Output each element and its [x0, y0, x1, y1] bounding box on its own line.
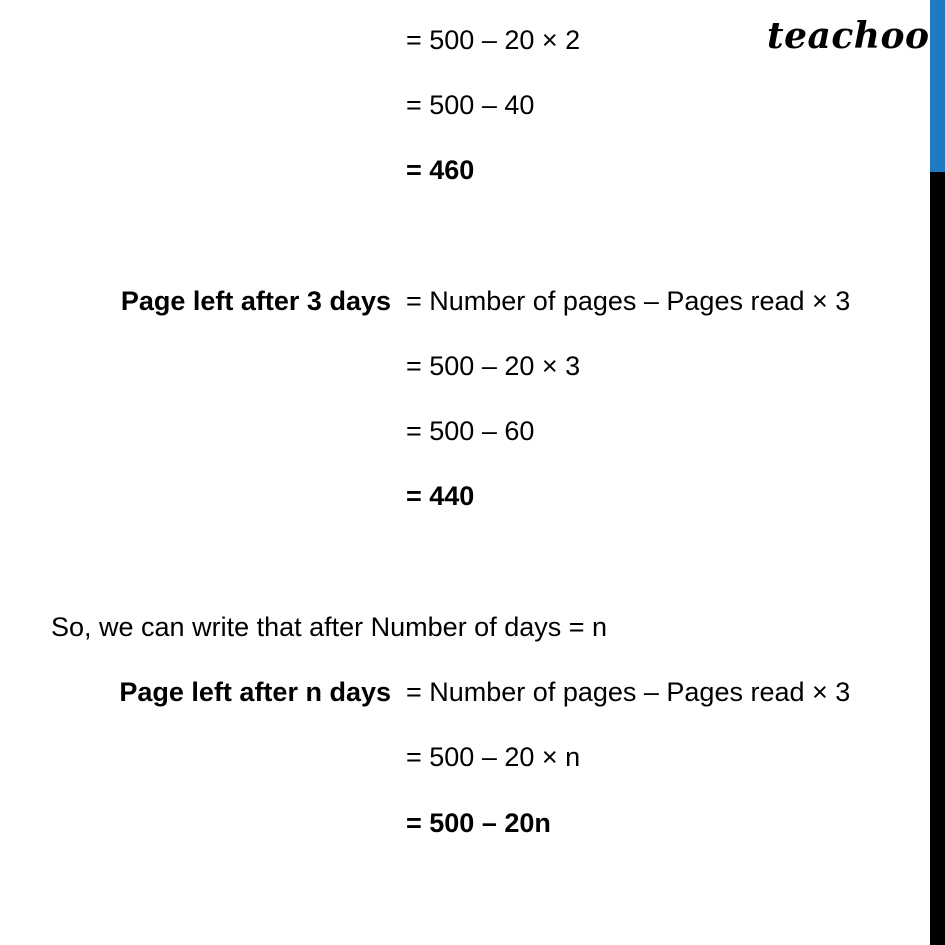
day3-result: = 440 — [406, 481, 475, 511]
day3-step-2: = 500 – 20 × 3 — [406, 351, 581, 381]
day3-step-3: = 500 – 60 — [406, 416, 535, 446]
day2-step-2: = 500 – 40 — [406, 90, 535, 120]
dayn-step-1: = Number of pages – Pages read × 3 — [406, 677, 851, 707]
day2-result: = 460 — [406, 155, 475, 185]
dayn-label: Page left after n days — [119, 677, 391, 707]
day3-label: Page left after 3 days — [120, 286, 391, 316]
dayn-step-2: = 500 – 20 × n — [406, 742, 581, 772]
dayn-result: = 500 – 20n — [406, 808, 551, 838]
day2-step-1: = 500 – 20 × 2 — [406, 25, 581, 55]
side-scroll-thumb[interactable] — [930, 0, 945, 172]
day3-step-1: = Number of pages – Pages read × 3 — [406, 286, 851, 316]
general-intro: So, we can write that after Number of days = n — [51, 612, 608, 642]
teachoo-logo: teachoo — [767, 15, 930, 57]
